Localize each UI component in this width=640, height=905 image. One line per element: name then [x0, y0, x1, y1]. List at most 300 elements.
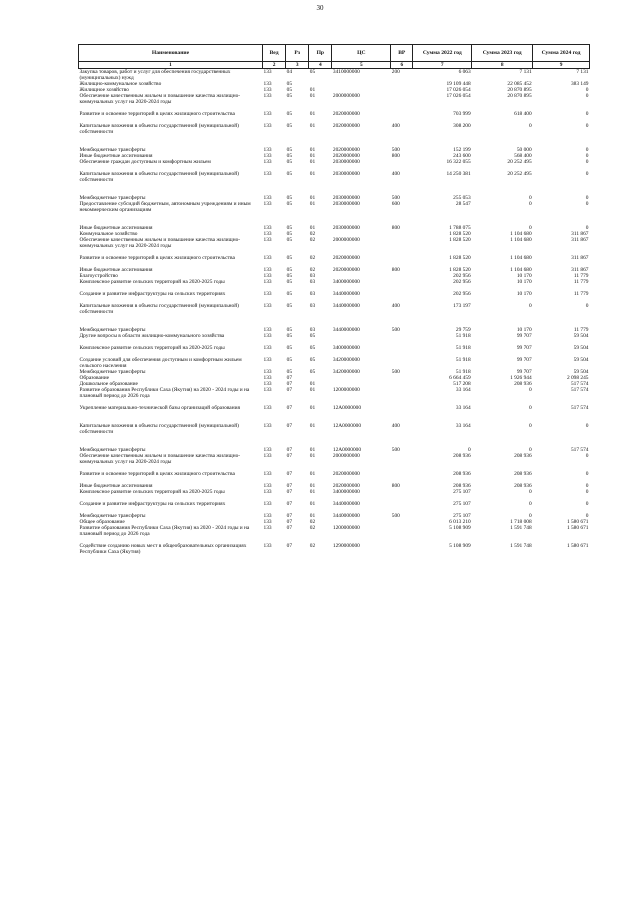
- cell-name: Предоставление субсидий бюджетным, автономным учреждениям и иным некоммерческим организациям: [79, 201, 251, 213]
- cell-name: Межбюджетные трансферты: [79, 447, 146, 453]
- cell-sum-2023: 208 936: [514, 453, 532, 459]
- cell-sum-2023: 99 707: [516, 357, 532, 363]
- cell-name: Иные бюджетные ассигнования: [79, 267, 153, 273]
- cell-ved: 133: [263, 525, 272, 531]
- cell-name: Коммунальное хозяйство: [79, 231, 138, 237]
- cell-rz: 07: [286, 375, 293, 381]
- cell-pr: 05: [309, 69, 316, 75]
- cell-sum-2022: 5 108 909: [449, 525, 471, 531]
- cell-sum-2022: 33 164: [455, 423, 471, 429]
- cell-sum-2024: 0: [585, 483, 589, 489]
- cell-cs: 12А0000000: [332, 405, 362, 411]
- cell-sum-2024: 517 574: [570, 405, 589, 411]
- table-row: [79, 405, 590, 423]
- column-number: 5: [332, 62, 391, 69]
- table-row: [79, 303, 590, 327]
- cell-cs: 2000000000: [332, 237, 360, 243]
- cell-ved: 133: [263, 69, 272, 75]
- cell-name: Межбюджетные трансферты: [79, 327, 146, 333]
- cell-sum-2024: 0: [585, 513, 589, 519]
- cell-sum-2022: 6 664 459: [449, 375, 471, 381]
- cell-sum-2024: 517 574: [570, 381, 589, 387]
- cell-name: Общее образование: [79, 519, 125, 525]
- cell-sum-2023: 22 085 452: [507, 81, 532, 87]
- cell-sum-2024: 0: [585, 159, 589, 165]
- cell-rz: 05: [286, 171, 293, 177]
- cell-sum-2024: 59 504: [573, 345, 589, 351]
- cell-rz: 05: [286, 201, 293, 207]
- cell-ved: 133: [263, 147, 272, 153]
- cell-rz: 05: [286, 195, 293, 201]
- cell-vr: 500: [391, 513, 400, 519]
- cell-ved: 133: [263, 291, 272, 297]
- cell-rz: 07: [286, 489, 293, 495]
- cell-sum-2023: 208 936: [514, 483, 532, 489]
- cell-sum-2024: 0: [585, 471, 589, 477]
- cell-rz: 04: [286, 69, 293, 75]
- cell-sum-2023: 1 104 680: [510, 267, 532, 273]
- column-number: 8: [472, 62, 533, 69]
- cell-cs: 3400000000: [332, 345, 360, 351]
- cell-name: Иные бюджетные ассигнования: [79, 225, 153, 231]
- cell-cs: 1200000000: [332, 387, 360, 393]
- cell-ved: 133: [263, 87, 272, 93]
- cell-sum-2024: 0: [585, 501, 589, 507]
- cell-sum-2023: 0: [528, 405, 532, 411]
- cell-vr: 800: [391, 153, 400, 159]
- table-row: [79, 489, 590, 501]
- cell-cs: 3420000000: [332, 369, 360, 375]
- cell-vr: 800: [391, 483, 400, 489]
- cell-cs: 3400000000: [332, 489, 360, 495]
- cell-pr: 02: [309, 543, 316, 549]
- cell-sum-2022: 33 164: [455, 387, 471, 393]
- cell-sum-2023: 568 400: [514, 153, 532, 159]
- table-row: [79, 111, 590, 123]
- cell-name: Капитальные вложения в объекты государственной (муниципальной) собственности: [79, 423, 239, 435]
- cell-pr: 01: [309, 171, 316, 177]
- cell-cs: 2000000000: [332, 93, 360, 99]
- cell-rz: 05: [286, 147, 293, 153]
- cell-name: Развитие образования Республики Саха (Якутия) на 2020 - 2024 годы и на плановый период до 2026 года: [79, 525, 250, 537]
- cell-ved: 133: [263, 231, 272, 237]
- cell-ved: 133: [263, 93, 272, 99]
- cell-sum-2023: 99 707: [516, 369, 532, 375]
- cell-ved: 133: [263, 423, 272, 429]
- cell-ved: 133: [263, 381, 272, 387]
- cell-sum-2024: 1 580 671: [566, 519, 589, 525]
- cell-name: Дошкольное образование: [79, 381, 138, 387]
- cell-rz: 05: [286, 267, 293, 273]
- cell-sum-2022: 19 109 448: [446, 81, 471, 87]
- cell-vr: [391, 255, 413, 267]
- cell-rz: 07: [286, 405, 293, 411]
- header-ved: Вед: [263, 45, 286, 62]
- cell-cs: 2020000000: [332, 147, 360, 153]
- cell-sum-2024: 1 580 671: [566, 525, 589, 531]
- cell-vr: [391, 525, 413, 543]
- cell-sum-2024: 2 098 245: [566, 375, 589, 381]
- cell-sum-2024: 0: [585, 303, 589, 309]
- cell-rz: 05: [286, 333, 293, 339]
- cell-sum-2022: 308 200: [453, 123, 471, 129]
- cell-vr: 600: [391, 201, 400, 207]
- cell-vr: 400: [391, 423, 400, 429]
- cell-rz: 05: [286, 231, 293, 237]
- cell-sum-2024: 0: [585, 147, 589, 153]
- cell-vr: [391, 111, 413, 123]
- cell-vr: 500: [391, 327, 400, 333]
- cell-ved: 133: [263, 489, 272, 495]
- cell-sum-2022: 5 108 909: [449, 543, 471, 549]
- cell-sum-2023: 0: [528, 447, 532, 453]
- page-number: 30: [316, 4, 324, 12]
- cell-sum-2024: 11 779: [573, 273, 589, 279]
- cell-name: Капитальные вложения в объекты государственной (муниципальной) собственности: [79, 171, 239, 183]
- cell-vr: [391, 357, 413, 369]
- cell-sum-2022: 0: [468, 447, 471, 453]
- cell-vr: [391, 387, 413, 405]
- cell-sum-2023: 20 252 495: [507, 171, 532, 177]
- cell-sum-2022: 255 053: [453, 195, 471, 201]
- cell-sum-2024: 0: [585, 93, 589, 99]
- cell-cs: 12А0000000: [332, 423, 362, 429]
- cell-rz: 05: [286, 345, 293, 351]
- cell-rz: 05: [286, 273, 293, 279]
- cell-name: Содействие созданию новых мест в общеобразовательных организациях Республики Саха (Якутия): [79, 543, 247, 555]
- cell-name: Обеспечение качественным жильем и повышение качества жилищно-коммунальных услуг на 2020-2024 годы: [79, 237, 241, 249]
- cell-rz: 07: [286, 543, 293, 549]
- cell-sum-2024: 0: [585, 423, 589, 429]
- cell-vr: [391, 93, 413, 111]
- cell-cs: 2020000000: [332, 267, 360, 273]
- table-row: [79, 291, 590, 303]
- cell-cs: [332, 333, 391, 345]
- cell-rz: 07: [286, 447, 293, 453]
- header-sum-2023: Сумма 2023 год: [472, 45, 533, 62]
- cell-name: Межбюджетные трансферты: [79, 147, 146, 153]
- table-row: [79, 453, 590, 471]
- cell-ved: 133: [263, 345, 272, 351]
- cell-pr: 05: [309, 333, 316, 339]
- cell-sum-2024: 0: [585, 123, 589, 129]
- cell-ved: 133: [263, 471, 272, 477]
- cell-cs: 3440000000: [332, 327, 360, 333]
- cell-sum-2022: 208 936: [453, 483, 471, 489]
- cell-rz: 07: [286, 525, 293, 531]
- cell-vr: [391, 501, 413, 513]
- cell-pr: 01: [309, 387, 316, 393]
- column-number: 6: [391, 62, 413, 69]
- cell-vr: 800: [391, 267, 400, 273]
- cell-cs: 3420000000: [332, 357, 360, 363]
- cell-sum-2022: 1 828 520: [449, 267, 471, 273]
- header-rz: Рз: [286, 45, 309, 62]
- column-number: 4: [309, 62, 332, 69]
- cell-vr: [391, 489, 413, 501]
- cell-sum-2022: 51 918: [455, 333, 471, 339]
- cell-cs: 2020000000: [332, 111, 360, 117]
- budget-table: [78, 44, 590, 561]
- cell-pr: 02: [309, 525, 316, 531]
- cell-sum-2024: 59 504: [573, 333, 589, 339]
- cell-sum-2022: 703 999: [453, 111, 471, 117]
- cell-sum-2022: 202 956: [453, 279, 471, 285]
- cell-sum-2022: 16 322 055: [446, 159, 471, 165]
- cell-rz: 07: [286, 471, 293, 477]
- cell-vr: [391, 279, 413, 291]
- cell-name: Обеспечение качественным жильем и повышение качества жилищно-коммунальных услуг на 2020-2024 годы: [79, 453, 241, 465]
- cell-sum-2023: 0: [528, 195, 532, 201]
- cell-rz: 05: [286, 357, 293, 363]
- cell-sum-2024: 517 574: [570, 447, 589, 453]
- cell-vr: [391, 345, 413, 357]
- cell-sum-2023: 1 591 748: [510, 525, 532, 531]
- header-sum-2022: Сумма 2022 год: [413, 45, 472, 62]
- cell-ved: 133: [263, 123, 272, 129]
- cell-vr: [391, 405, 413, 423]
- cell-name: Жилищное хозяйство: [79, 87, 129, 93]
- cell-sum-2023: 99 707: [516, 345, 532, 351]
- cell-name: Капитальные вложения в объекты государственной (муниципальной) собственности: [79, 303, 239, 315]
- cell-cs: 2000000000: [332, 453, 360, 459]
- cell-ved: 133: [263, 111, 272, 117]
- cell-sum-2024: 1 580 671: [566, 543, 589, 549]
- cell-sum-2024: 7 131: [576, 69, 589, 75]
- cell-sum-2023: 7 131: [519, 69, 532, 75]
- table-row: [79, 237, 590, 255]
- cell-sum-2023: 1 104 680: [510, 231, 532, 237]
- cell-pr: 03: [309, 291, 316, 297]
- cell-cs: 3400000000: [332, 279, 360, 285]
- table-row: [79, 471, 590, 483]
- cell-ved: 133: [263, 225, 272, 231]
- cell-sum-2024: 0: [585, 453, 589, 459]
- cell-cs: 3440000000: [332, 291, 360, 297]
- cell-pr: 03: [309, 327, 316, 333]
- cell-rz: 05: [286, 93, 293, 99]
- cell-sum-2024: 11 779: [573, 291, 589, 297]
- cell-pr: 03: [309, 279, 316, 285]
- cell-sum-2024: 59 504: [573, 357, 589, 363]
- cell-name: Создание и развитие инфраструктуры на сельских территориях: [79, 501, 226, 507]
- cell-cs: 2020000000: [332, 255, 360, 261]
- cell-rz: 05: [286, 327, 293, 333]
- cell-rz: 05: [286, 159, 293, 165]
- header-pr: Пр: [309, 45, 332, 62]
- table-row: [79, 543, 590, 561]
- cell-ved: 133: [263, 237, 272, 243]
- cell-name: Иные бюджетные ассигнования: [79, 483, 153, 489]
- cell-cs: 2030000000: [332, 201, 360, 207]
- cell-name: Создание условий для обеспечения доступным и комфортным жильем сельского населения: [79, 357, 242, 369]
- cell-vr: [391, 159, 413, 171]
- cell-sum-2024: 311 867: [571, 231, 589, 237]
- cell-sum-2022: 152 199: [453, 147, 471, 153]
- cell-name: Укрепление материально-технической базы организаций образования: [79, 405, 240, 411]
- cell-ved: 133: [263, 543, 272, 549]
- cell-sum-2023: 0: [528, 225, 532, 231]
- table-row: [79, 333, 590, 345]
- header-name: Наименование: [79, 45, 263, 62]
- cell-vr: 400: [391, 123, 400, 129]
- cell-sum-2023: 208 936: [514, 471, 532, 477]
- cell-rz: 05: [286, 303, 293, 309]
- cell-vr: 800: [391, 225, 400, 231]
- cell-sum-2023: 1 591 748: [510, 543, 532, 549]
- cell-vr: [391, 291, 413, 303]
- cell-sum-2022: 202 956: [453, 273, 471, 279]
- cell-vr: 400: [391, 303, 400, 309]
- cell-name: Благоустройство: [79, 273, 118, 279]
- cell-sum-2022: 202 956: [453, 291, 471, 297]
- cell-sum-2022: 51 918: [455, 369, 471, 375]
- cell-ved: 133: [263, 453, 272, 459]
- cell-ved: 133: [263, 279, 272, 285]
- cell-sum-2022: 1 788 075: [449, 225, 471, 231]
- cell-pr: 01: [309, 453, 316, 459]
- cell-sum-2023: 1 718 008: [510, 519, 532, 525]
- cell-name: Создание и развитие инфраструктуры на сельских территориях: [79, 291, 226, 297]
- cell-name: Развитие и освоение территорий в целях жилищного строительства: [79, 255, 235, 261]
- table-row: [79, 123, 590, 147]
- cell-sum-2024: 311 867: [571, 255, 589, 261]
- cell-cs: 2030000000: [332, 159, 360, 165]
- cell-rz: 07: [286, 453, 293, 459]
- cell-ved: 133: [263, 153, 272, 159]
- cell-sum-2024: 0: [585, 87, 589, 93]
- cell-sum-2024: 0: [585, 171, 589, 177]
- cell-ved: 133: [263, 303, 272, 309]
- cell-pr: 01: [309, 471, 316, 477]
- cell-name: Закупка товаров, работ и услуг для обеспечения государственных (муниципальных) нужд: [79, 69, 231, 81]
- cell-sum-2022: 29 759: [455, 327, 471, 333]
- cell-sum-2022: 51 918: [455, 345, 471, 351]
- table-row: [79, 69, 590, 82]
- cell-vr: [391, 543, 413, 561]
- cell-ved: 133: [263, 327, 272, 333]
- cell-sum-2022: 517 208: [453, 381, 471, 387]
- cell-pr: 01: [309, 483, 316, 489]
- cell-pr: 01: [309, 201, 316, 207]
- cell-sum-2024: 311 867: [571, 237, 589, 243]
- cell-ved: 133: [263, 201, 272, 207]
- cell-sum-2024: 0: [585, 225, 589, 231]
- cell-cs: 2020000000: [332, 471, 360, 477]
- cell-sum-2023: 10 170: [516, 291, 532, 297]
- cell-rz: 07: [286, 483, 293, 489]
- table-row: [79, 255, 590, 267]
- header-sum-2024: Сумма 2024 год: [533, 45, 590, 62]
- cell-pr: 03: [309, 303, 316, 309]
- cell-name: Межбюджетные трансферты: [79, 513, 146, 519]
- cell-name: Развитие и освоение территорий в целях жилищного строительства: [79, 111, 235, 117]
- cell-sum-2023: 1 926 944: [510, 375, 532, 381]
- cell-sum-2023: 0: [528, 201, 532, 207]
- cell-cs: 2020000000: [332, 123, 360, 129]
- cell-rz: 05: [286, 153, 293, 159]
- cell-ved: 133: [263, 447, 272, 453]
- cell-vr: 500: [391, 195, 400, 201]
- cell-sum-2023: 0: [528, 501, 532, 507]
- cell-vr: [391, 237, 413, 255]
- cell-ved: 133: [263, 369, 272, 375]
- cell-cs: 2030000000: [332, 225, 360, 231]
- cell-pr: 02: [309, 267, 316, 273]
- cell-name: Развитие и освоение территорий в целях жилищного строительства: [79, 471, 235, 477]
- cell-name: Образование: [79, 375, 110, 381]
- table-header: [79, 45, 590, 69]
- cell-sum-2023: 618 400: [514, 111, 532, 117]
- cell-vr: 200: [391, 69, 400, 75]
- cell-sum-2022: 6 013 210: [449, 519, 471, 525]
- cell-sum-2024: 0: [585, 201, 589, 207]
- table-row: [79, 525, 590, 543]
- cell-sum-2023: 1 104 680: [510, 237, 532, 243]
- cell-pr: 01: [309, 111, 316, 117]
- cell-name: Жилищно-коммунальное хозяйство: [79, 81, 162, 87]
- cell-cs: 1200000000: [332, 525, 360, 531]
- table-row: [79, 279, 590, 291]
- table-row: [79, 93, 590, 111]
- cell-sum-2022: 14 250 381: [446, 171, 471, 177]
- cell-pr: 03: [309, 273, 316, 279]
- cell-sum-2022: 51 918: [455, 357, 471, 363]
- cell-pr: 01: [309, 147, 316, 153]
- cell-name: Капитальные вложения в объекты государственной (муниципальной) собственности: [79, 123, 239, 135]
- cell-rz: 05: [286, 87, 293, 93]
- cell-cs: 2030000000: [332, 195, 360, 201]
- cell-sum-2023: 0: [528, 123, 532, 129]
- cell-rz: 07: [286, 381, 293, 387]
- cell-sum-2023: 0: [528, 303, 532, 309]
- cell-pr: 01: [309, 195, 316, 201]
- cell-sum-2022: 173 197: [453, 303, 471, 309]
- cell-pr: 01: [309, 93, 316, 99]
- cell-cs: 2030000000: [332, 171, 360, 177]
- cell-sum-2024: 0: [585, 195, 589, 201]
- cell-pr: 05: [309, 357, 316, 363]
- cell-name: Другие вопросы в области жилищно-коммунального хозяйства: [79, 333, 225, 339]
- cell-pr: 02: [309, 231, 316, 237]
- cell-sum-2022: 208 936: [453, 471, 471, 477]
- cell-pr: 01: [309, 423, 316, 429]
- cell-pr: 05: [309, 345, 316, 351]
- cell-cs: 3410000000: [332, 69, 360, 75]
- cell-pr: 01: [309, 405, 316, 411]
- cell-pr: 01: [309, 159, 316, 165]
- cell-name: Развитие образования Республики Саха (Якутия) на 2020 - 2024 годы и на плановый период до 2026 года: [79, 387, 250, 399]
- cell-pr: 01: [309, 501, 316, 507]
- cell-name: Иные бюджетные ассигнования: [79, 153, 153, 159]
- cell-rz: 05: [286, 279, 293, 285]
- cell-vr: [391, 471, 413, 483]
- cell-ved: 133: [263, 255, 272, 261]
- cell-vr: 500: [391, 147, 400, 153]
- cell-sum-2023: 10 170: [516, 327, 532, 333]
- cell-ved: 133: [263, 333, 272, 339]
- cell-sum-2023: 1 104 680: [510, 255, 532, 261]
- cell-ved: 133: [263, 513, 272, 519]
- cell-sum-2022: 208 936: [453, 453, 471, 459]
- cell-name: Комплексное развитие сельских территорий на 2020-2025 годы: [79, 489, 225, 495]
- cell-ved: 133: [263, 81, 272, 87]
- cell-ved: 133: [263, 519, 272, 525]
- column-number: 7: [413, 62, 472, 69]
- cell-vr: [391, 333, 413, 345]
- cell-pr: 01: [309, 153, 316, 159]
- cell-pr: 02: [309, 237, 316, 243]
